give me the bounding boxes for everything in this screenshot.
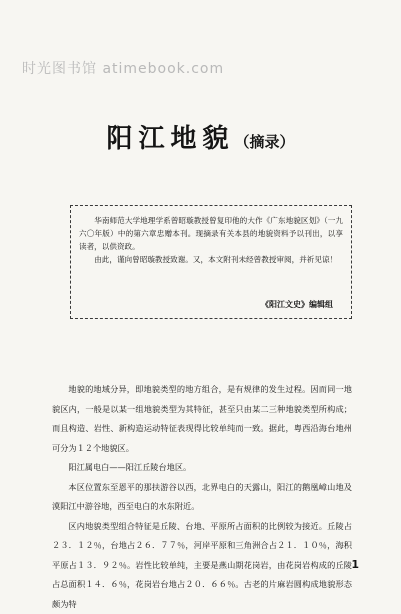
title-row [0, 118, 401, 155]
page-title: 阳江地貌 [106, 124, 234, 154]
editor-note-box [70, 205, 352, 319]
page-number: 1 [351, 558, 359, 571]
editor-note-paragraph: 华南师范大学地理学系曾昭璇教授曾复印他的大作《广东地貌区划》（一九六〇年版）中的第六章忠赠本刊。现摘录有关本县的地貌资料予以刊出，以享读者，以供资政。 [79, 214, 343, 253]
body-paragraph: 地貌的地域分异，即地貌类型的地方组合，是有规律的发生过程。因而同一地貌区内，一般是以某一组地貌类型为其特征，甚至只由某二三种地貌类型所构成；而且构造、岩性、新构造运动特征表现得比较单纯而一致。据此，粤西沿海台地州可分为１２个地貌区。 [52, 380, 352, 458]
watermark-text: 时光图书馆 atimebook.com [22, 58, 224, 78]
editor-note-signature: 《阳江文史》编辑组 [261, 299, 333, 310]
body-paragraph: 区内地貌类型组合特征是丘陵、台地、平原所占面积的比例较为接近。丘陵占２３．１２％，台地占２６．７７％，河岸平原和三角洲合占２１．１０％，海积平原占１３．９２％。岩性比较单纯，主要是燕山期花岗岩，由花岗岩构成的丘陵占总面积１４．６％，花岗岩台地占２０．６６％。古老的片麻岩圆构成地貌形态颇为特 [52, 517, 352, 614]
article-body [52, 380, 352, 614]
body-paragraph: 阳江属电白——阳江丘陵台地区。 [52, 458, 352, 478]
page-subtitle: （摘录） [235, 133, 295, 151]
body-paragraph: 本区位置东至恩平的那扶游谷以西，北界电白的天露山，阳江的鹅凰嶂山地及漠阳江中游谷地，西至电白的水东附近。 [52, 478, 352, 517]
editor-note-paragraph: 由此，谨向曾昭璇教授致谢。又，本文附刊未经曾教授审阅，并祈见谅！ [79, 253, 343, 266]
